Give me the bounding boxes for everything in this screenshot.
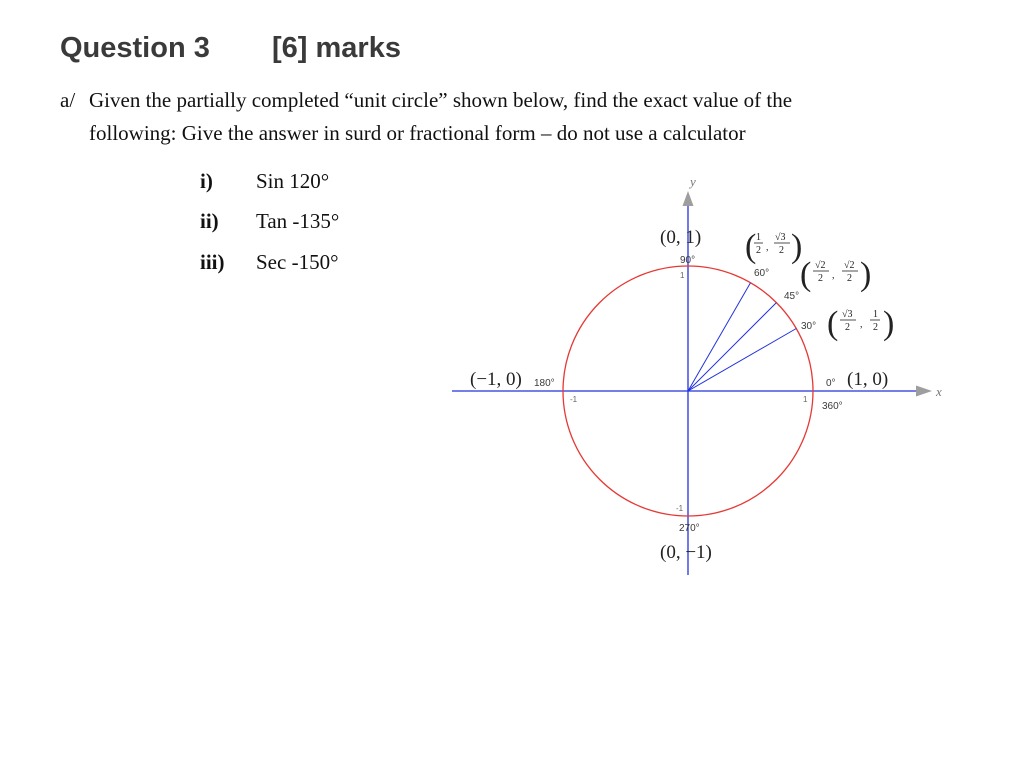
- frac-den: 2: [779, 245, 784, 256]
- angle-0: 0°: [826, 378, 836, 389]
- frac-num: √3: [775, 232, 786, 243]
- radius-60: [688, 283, 751, 391]
- item-label-ii: ii): [200, 209, 219, 233]
- paren-open-icon: (: [745, 228, 757, 265]
- angle-45: 45°: [784, 291, 800, 302]
- frac-den: 2: [818, 273, 823, 284]
- paren-open-icon: (: [827, 305, 839, 342]
- frac-num: 1: [873, 309, 878, 320]
- frac-num: 1: [756, 232, 761, 243]
- x-axis-label: x: [936, 384, 942, 399]
- paren-open-icon: (: [800, 256, 812, 293]
- angle-360: 360°: [822, 401, 843, 412]
- frac-den: 2: [873, 322, 878, 333]
- point-45-coordinates: [800, 256, 871, 293]
- frac-num: √3: [842, 309, 853, 320]
- tick-x-pos: 1: [803, 395, 808, 404]
- radius-30: [688, 329, 796, 392]
- frac-den: 2: [756, 245, 761, 256]
- y-axis-arrow-icon: [683, 191, 694, 206]
- angle-30: 30°: [801, 321, 817, 332]
- tick-y-neg: -1: [676, 504, 684, 513]
- tick-x-neg: -1: [570, 395, 578, 404]
- point-90-coordinates: (0, 1): [660, 227, 702, 248]
- angle-180: 180°: [534, 378, 555, 389]
- angle-60: 60°: [754, 268, 770, 279]
- frac-den: 2: [847, 273, 852, 284]
- item-label-i: i): [200, 169, 213, 193]
- angle-270: 270°: [679, 523, 700, 534]
- item-text-i: Sin 120°: [256, 169, 330, 193]
- point-0-coordinates: (1, 0): [847, 369, 889, 390]
- tick-y-pos: 1: [680, 271, 685, 280]
- paren-close-icon: ): [860, 256, 872, 293]
- part-label: a/: [60, 88, 76, 112]
- comma: ,: [832, 270, 835, 281]
- instruction-line-2: following: Give the answer in surd or fractional form – do not use a calculator: [89, 121, 746, 145]
- question-title: Question 3: [60, 32, 210, 64]
- angle-90: 90°: [680, 255, 696, 266]
- item-text-iii: Sec -150°: [256, 250, 339, 274]
- paren-close-icon: ): [883, 305, 895, 342]
- item-text-ii: Tan -135°: [256, 209, 340, 233]
- x-axis-arrow-icon: [916, 386, 932, 397]
- point-30-coordinates: [827, 305, 894, 342]
- item-label-iii: iii): [200, 250, 225, 274]
- point-270-coordinates: (0, −1): [660, 542, 712, 563]
- radius-45: [688, 303, 776, 391]
- marks-label: [6] marks: [272, 32, 401, 64]
- frac-num: √2: [844, 260, 855, 271]
- comma: ,: [860, 319, 863, 330]
- point-180-coordinates: (−1, 0): [470, 369, 522, 390]
- y-axis-label: y: [690, 174, 696, 189]
- comma: ,: [766, 242, 769, 253]
- point-60-coordinates: [745, 228, 802, 265]
- instruction-line-1: Given the partially completed “unit circle” shown below, find the exact value of the: [89, 88, 793, 112]
- frac-den: 2: [845, 322, 850, 333]
- paren-close-icon: ): [791, 228, 803, 265]
- frac-num: √2: [815, 260, 826, 271]
